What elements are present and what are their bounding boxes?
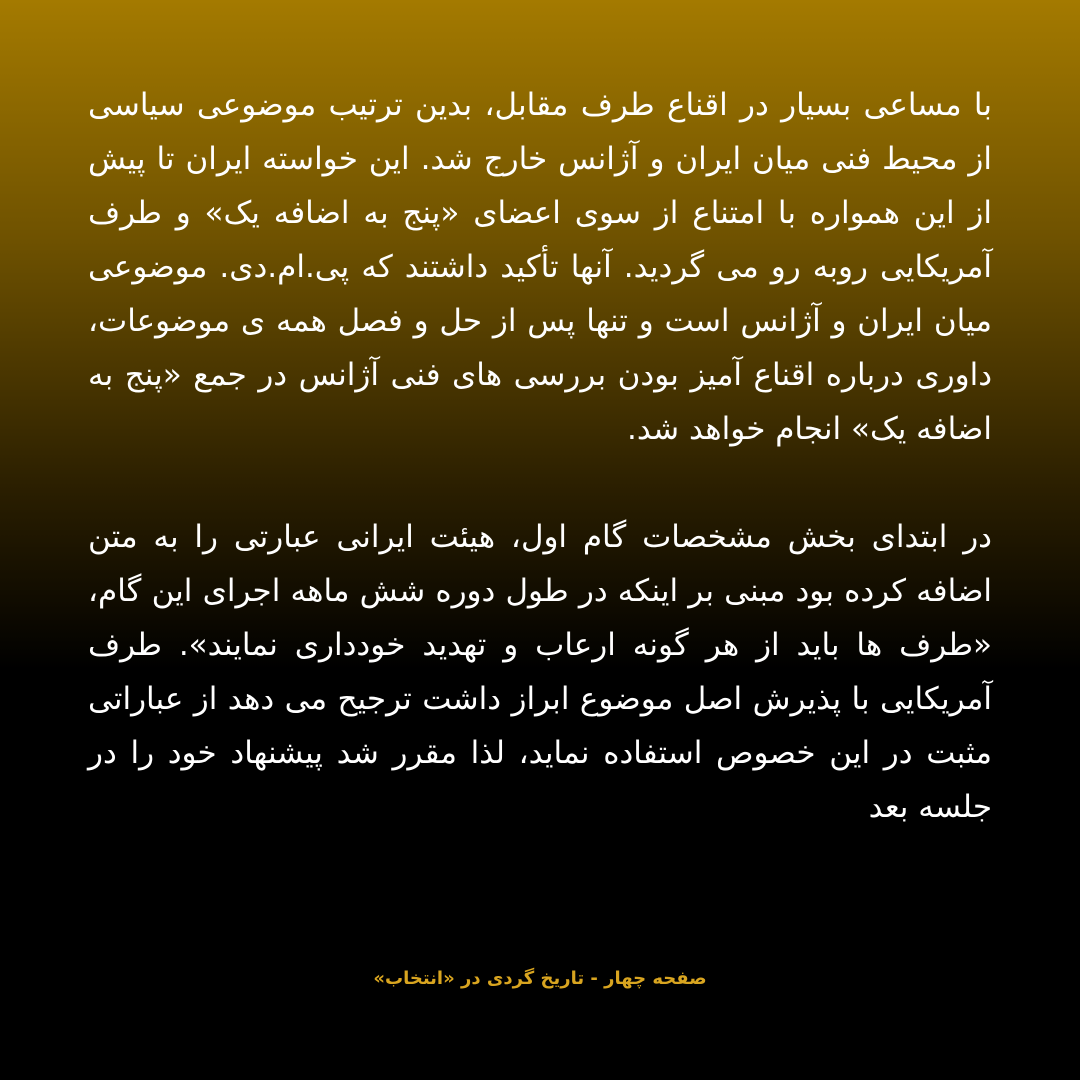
body-paragraph-2: در ابتدای بخش مشخصات گام اول، هیئت ایرانی عبارتی را به متن اضافه کرده بود مبنی بر اینکه در طول دوره شش ماهه اجرای این گام، «طرف ها باید از هر گونه ارعاب و تهدید خودداری نمایند». طرف آمریکایی با پذیرش اصل موضوع ابراز داشت ترجیح می دهد از عباراتی مثبت در این خصوص استفاده نماید، لذا مقرر شد پیشنهاد خود را در جلسه بعد: [88, 519, 992, 825]
body-paragraph-1: با مساعی بسیار در اقناع طرف مقابل، بدین ترتیب موضوعی سیاسی از محیط فنی میان ایران و آژانس خارج شد. این خواسته ایران تا پیش از این همواره با امتناع از سوی اعضای «پنج به اضافه یک» و طرف آمریکایی روبه رو می گردید. آنها تأکید داشتند که پی.ام.دی. موضوعی میان ایران و آژانس است و تنها پس از حل و فصل همه ی موضوعات، داوری درباره اقناع آمیز بودن بررسی های فنی آژانس در جمع «پنج به اضافه یک» انجام خواهد شد.: [88, 87, 992, 447]
page-footer: صفحه چهار - تاریخ گردی در «انتخاب»: [373, 968, 707, 989]
